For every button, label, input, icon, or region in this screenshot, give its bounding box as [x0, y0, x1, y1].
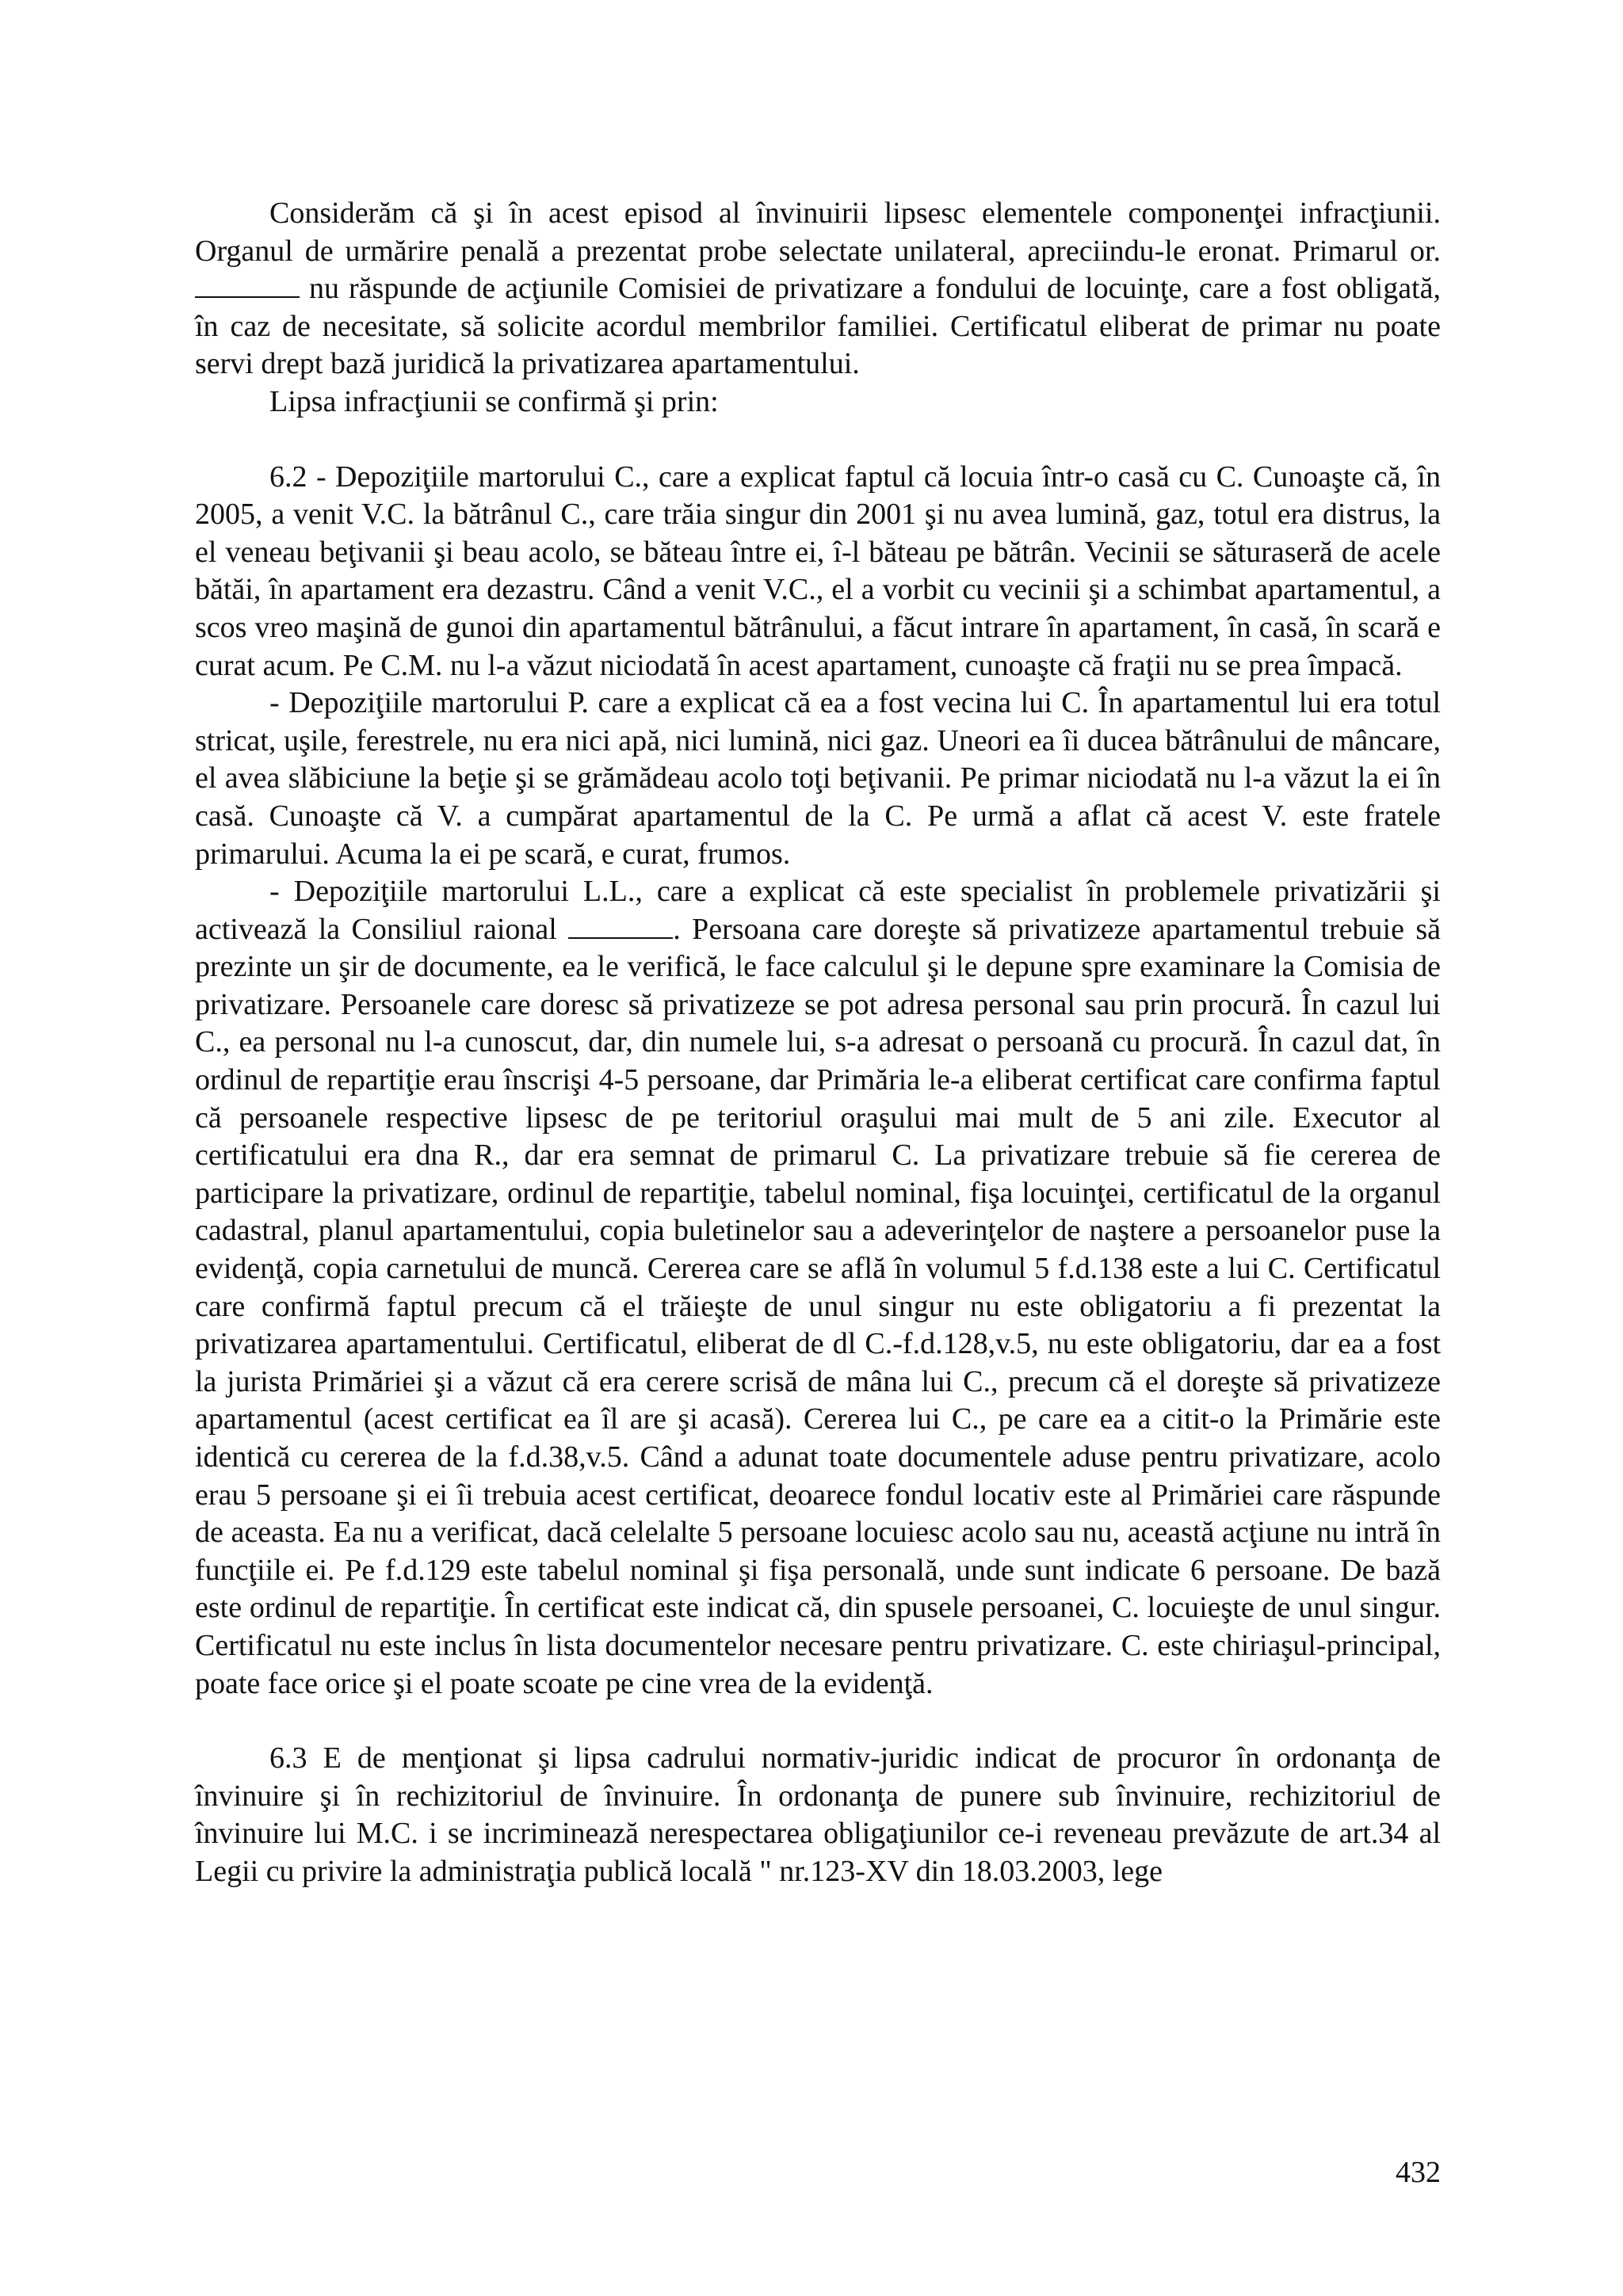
paragraph-witness-ll — [195, 873, 1441, 1703]
paragraph-witness-ll-part-b: . Persoana care doreşte să privatizeze apartamentul trebuie să prezinte un şir de documente, ea le verifică, le face calculul şi le depune spre examinare la Comisia de privatizare. Persoanele care doresc să privatizeze se pot adresa personal sau prin procură. În cazul lui C., ea personal nu l-a cunoscut, dar, din numele lui, s-a adresat o persoană cu procură. În cazul dat, în ordinul de repartiţie erau înscrişi 4-5 persoane, dar Primăria le-a eliberat certificat care confirma faptul că persoanele respective lipsesc de pe teritoriul oraşului mai mult de 5 ani zile. Executor al certificatului era dna R., dar era semnat de primarul C. La privatizare trebuie să fie cererea de participare la privatizare, ordinul de repartiţie, tabelul nominal, fişa locuinţei, certificatul de la organul cadastral, planul apartamentului, copia buletinelor sau a adeverinţelor de naştere a persoanelor puse la evidenţă, copia carnetului de muncă. Cererea care se află în volumul 5 f.d.138 este a lui C. Certificatul care confirmă faptul precum că el trăieşte de unul singur nu este obligatoriu a fi prezentat la privatizarea apartamentului. Certificatul, eliberat de dl C.-f.d.128,v.5, nu este obligatoriu, dar ea a fost la jurista Primăriei şi a văzut că era cerere scrisă de mâna lui C., precum că el doreşte să privatizeze apartamentul (acest certificat ea îl are şi acasă). Cererea lui C., pe care ea a citit-o la Primărie este identică cu cererea de la f.d.38,v.5. Când a adunat toate documentele aduse pentru privatizare, acolo erau 5 persoane şi ei îi trebuia acest certificat, deoarece fondul locativ este al Primăriei care răspunde de aceasta. Ea nu a verificat, dacă celelalte 5 persoane locuiesc acolo sau nu, această acţiune nu intră în funcţiile ei. Pe f.d.129 este tabelul nominal şi fişa personală, unde sunt indicate 6 persoane. De bază este ordinul de repartiţie. În certificat este indicat că, din spusele persoanei, C. locuieşte de unul singur. Certificatul nu este inclus în lista documentelor necesare pentru privatizare. C. este chiriaşul-principal, poate face orice şi el poate scoate pe cine vrea de la evidenţă. — [195, 912, 1441, 1700]
paragraph-witness-c: 6.2 - Depoziţiile martorului C., care a explicat faptul că locuia într-o casă cu C. Cunoaşte că, în 2005, a venit V.C. la bătrânul C., care trăia singur din 2001 şi nu avea lumină, gaz, totul era distrus, la el veneau beţivanii şi beau acolo, se băteau între ei, î-l băteau pe bătrân. Vecinii se săturaseră de acele bătăi, în apartament era dezastru. Când a venit V.C., el a vorbit cu vecinii şi a schimbat apartamentul, a scos vreo maşină de gunoi din apartamentul bătrânului, a făcut intrare în apartament, în casă, în scară e curat acum. Pe C.M. nu l-a văzut niciodată în acest apartament, cunoaşte că fraţii nu se prea împacă. — [195, 460, 1441, 682]
paragraph-2: Lipsa infracţiunii se confirmă şi prin: — [269, 384, 719, 418]
blank-line-city — [195, 274, 300, 298]
paragraph-witness-p: - Depoziţiile martorului P. care a explicat că ea a fost vecina lui C. În apartamentul lui era totul stricat, uşile, ferestrele, nu era nici apă, nici lumină, nici gaz. Uneori ea îi ducea bătrânului de mâncare, el avea slăbiciune la beţie şi se grămădeau acolo toţi beţivanii. Pe primar niciodată nu l-a văzut la ei în casă. Cunoaşte că V. a cumpărat apartamentul de la C. Pe urmă a aflat că acest V. este fratele primarului. Acuma la ei pe scară, e curat, frumos. — [195, 686, 1441, 871]
paragraph-1 — [195, 195, 1441, 383]
blank-line-district — [568, 915, 673, 939]
page-number: 432 — [1396, 2156, 1441, 2189]
paragraph-1-part-a: Considerăm că şi în acest episod al învinuirii lipsesc elementele componenţei infracţiunii. Organul de urmărire penală a prezentat probe selectate unilateral, apreciindu-le eronat. Primarul or. — [195, 196, 1441, 268]
paragraph-1-part-b: nu răspunde de acţiunile Comisiei de privatizare a fondului de locuinţe, care a fost obligată, în caz de necesitate, să solicite acordul membrilor familiei. Certificatul eliberat de primar nu poate servi drept bază juridică la privatizarea apartamentului. — [195, 272, 1441, 381]
paragraph-legal-framework: 6.3 E de menţionat şi lipsa cadrului normativ-juridic indicat de procuror în ordonanţa de învinuire şi în rechizitoriul de învinuire. În ordonanţa de punere sub învinuire, rechizitoriul de învinuire lui M.C. i se incriminează nerespectarea obligaţiunilor ce-i reveneau prevăzute de art.34 al Legii cu privire la administraţia publică locală " nr.123-XV din 18.03.2003, lege — [195, 1741, 1441, 1888]
document-body — [195, 195, 1441, 1891]
paragraph-witness-ll-part-a: - Depoziţiile martorului L.L., care a explicat că este specialist în problemele privatizării şi activează la Consiliul raional — [195, 875, 1441, 946]
